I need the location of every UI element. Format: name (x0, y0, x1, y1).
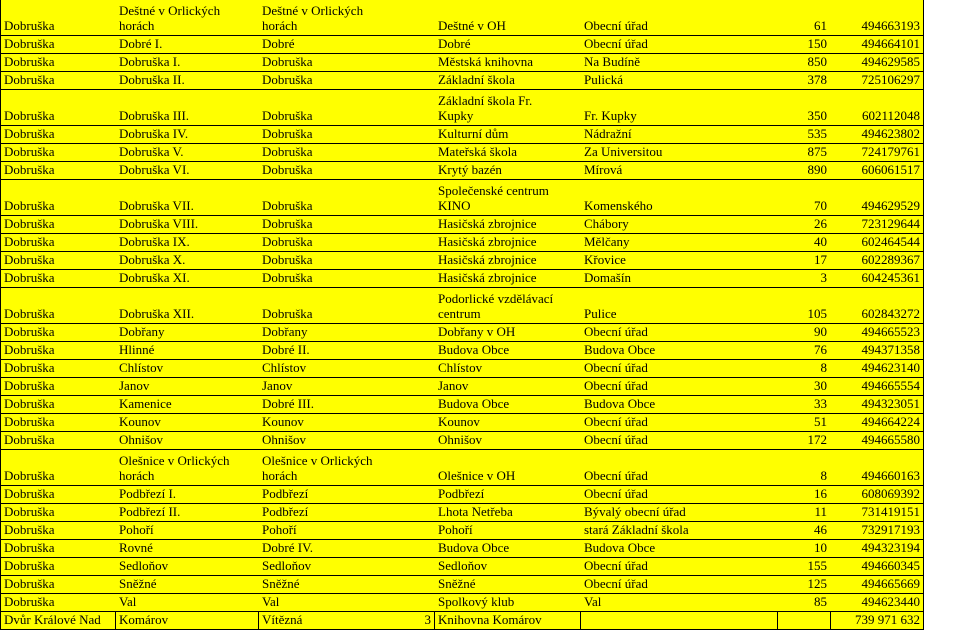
district-cell: Podbřezí I. (119, 486, 177, 501)
capacity-cell: 890 (807, 162, 827, 177)
street-label: Vítězná (262, 612, 303, 627)
address-cell: Za Universitou (584, 144, 663, 159)
phone-cell: 608069392 (831, 486, 924, 503)
capacity-cell: 26 (814, 216, 827, 231)
address-cell: Budova Obce (584, 540, 656, 555)
place-cell (259, 612, 435, 629)
table-row (0, 414, 924, 432)
capacity-cell: 16 (814, 486, 827, 501)
table-row (0, 558, 924, 576)
place-cell: Pohoří (262, 522, 297, 537)
address-cell: Obecní úřad (584, 360, 648, 375)
place-cell: Dobré III. (262, 396, 314, 411)
capacity-cell: 40 (814, 234, 827, 249)
address-cell: Budova Obce (584, 342, 656, 357)
address-cell: Chábory (584, 216, 629, 231)
address-cell: Obecní úřad (584, 414, 648, 429)
capacity-cell: 46 (814, 522, 827, 537)
place-cell: Dobré II. (262, 342, 310, 357)
district-cell: Dobřany (119, 324, 165, 339)
building-cell: Budova Obce (438, 396, 510, 411)
table-row (0, 504, 924, 522)
table-row (0, 396, 924, 414)
building-cell: Dobřany v OH (438, 324, 516, 339)
place-cell: Sedloňov (262, 558, 312, 573)
phone-cell: 725106297 (831, 72, 924, 89)
building-cell: Knihovna Komárov (435, 612, 581, 629)
municipality-cell: Dobruška (0, 576, 116, 593)
place-cell: Janov (262, 378, 293, 393)
place-cell: Dobré IV. (262, 540, 314, 555)
place-cell: Val (262, 594, 280, 609)
table-row (0, 378, 924, 396)
district-cell: Ohnišov (119, 432, 164, 447)
table-row (0, 324, 924, 342)
address-cell: Obecní úřad (584, 468, 648, 483)
table-row (0, 450, 924, 486)
capacity-cell: 172 (807, 432, 827, 447)
district-cell: Dobruška I. (119, 54, 181, 69)
district-cell: Dobruška XII. (119, 306, 195, 321)
phone-cell: 731419151 (831, 504, 924, 521)
address-cell: Mírová (584, 162, 623, 177)
address-cell: Domašín (584, 270, 631, 285)
municipality-cell: Dobruška (0, 522, 116, 539)
phone-cell: 494665523 (831, 324, 924, 341)
district-cell: Dobruška X. (119, 252, 186, 267)
address-cell: Křovice (584, 252, 626, 267)
address-cell: Budova Obce (584, 396, 656, 411)
building-cell: Chlístov (438, 360, 483, 375)
district-cell: Dobruška IX. (119, 234, 190, 249)
capacity-cell: 17 (814, 252, 827, 267)
district-cell: Komárov (116, 612, 259, 629)
table-row-last (0, 612, 924, 630)
address-cell: Obecní úřad (584, 324, 648, 339)
capacity-cell: 350 (807, 108, 827, 123)
place-cell: Dobruška (262, 108, 313, 123)
capacity-cell: 125 (807, 576, 827, 591)
phone-cell: 732917193 (831, 522, 924, 539)
district-cell: Dobruška VIII. (119, 216, 199, 231)
phone-cell: 494323051 (831, 396, 924, 413)
district-cell: Dobré I. (119, 36, 163, 51)
place-cell: Dobruška (262, 234, 313, 249)
building-cell: Hasičská zbrojnice (438, 216, 537, 231)
phone-cell: 606061517 (831, 162, 924, 179)
phone-cell: 602843272 (831, 288, 924, 323)
table-row (0, 342, 924, 360)
building-cell: Podbřezí (438, 486, 485, 501)
phone-cell: 494323194 (831, 540, 924, 557)
municipality-cell: Dobruška (0, 486, 116, 503)
table-row (0, 270, 924, 288)
table-row (0, 234, 924, 252)
table-row (0, 72, 924, 90)
address-cell: Obecní úřad (584, 486, 648, 501)
municipality-cell: Dobruška (0, 270, 116, 287)
district-cell: Kounov (119, 414, 161, 429)
table-row (0, 126, 924, 144)
table-row (0, 216, 924, 234)
sheet-margin (924, 0, 960, 616)
district-cell: Val (119, 594, 137, 609)
building-cell: Hasičská zbrojnice (438, 252, 537, 267)
district-cell: Chlístov (119, 360, 164, 375)
place-cell: Dobruška (262, 162, 313, 177)
table-row (0, 180, 924, 216)
district-cell: Dobruška IV. (119, 126, 189, 141)
municipality-cell: Dobruška (0, 0, 116, 35)
place-cell: Dobřany (262, 324, 308, 339)
building-cell: Ohnišov (438, 432, 483, 447)
municipality-cell: Dobruška (0, 162, 116, 179)
district-cell: Deštné v Orlických horách (119, 3, 221, 33)
address-cell: Obecní úřad (584, 576, 648, 591)
municipality-cell: Dobruška (0, 126, 116, 143)
building-cell: Budova Obce (438, 540, 510, 555)
district-cell: Sedloňov (119, 558, 169, 573)
table-row (0, 540, 924, 558)
municipality-cell: Dobruška (0, 180, 116, 215)
district-cell: Hlinné (119, 342, 155, 357)
table-row (0, 0, 924, 36)
table-row (0, 576, 924, 594)
municipality-cell: Dobruška (0, 540, 116, 557)
building-cell: Spolkový klub (438, 594, 515, 609)
building-cell: Společenské centrum KINO (438, 183, 549, 213)
place-cell: Dobruška (262, 216, 313, 231)
address-cell: stará Základní škola (584, 522, 689, 537)
district-cell: Dobruška XI. (119, 270, 190, 285)
address-cell: Obecní úřad (584, 378, 648, 393)
municipality-cell: Dobruška (0, 90, 116, 125)
capacity-cell: 30 (814, 378, 827, 393)
address-cell: Pulice (584, 306, 617, 321)
building-cell: Kounov (438, 414, 480, 429)
building-cell: Pohoří (438, 522, 473, 537)
address-cell: Na Budíně (584, 54, 640, 69)
address-cell: Obecní úřad (584, 432, 648, 447)
capacity-cell: 150 (807, 36, 827, 51)
address-cell: Bývalý obecní úřad (584, 504, 686, 519)
capacity-cell (778, 612, 831, 629)
place-cell: Dobruška (262, 306, 313, 321)
capacity-cell: 8 (820, 360, 827, 375)
building-cell: Krytý bazén (438, 162, 502, 177)
municipality-cell: Dobruška (0, 324, 116, 341)
phone-cell: 739 971 632 (831, 612, 924, 629)
table-row (0, 594, 924, 612)
place-cell: Dobruška (262, 72, 313, 87)
district-cell: Olešnice v Orlických horách (119, 453, 230, 483)
municipality-cell: Dobruška (0, 450, 116, 485)
building-cell: Olešnice v OH (438, 468, 516, 483)
municipality-cell: Dobruška (0, 144, 116, 161)
capacity-cell: 8 (820, 468, 827, 483)
building-cell: Základní škola Fr. Kupky (438, 93, 533, 123)
phone-cell: 602464544 (831, 234, 924, 251)
district-cell: Sněžné (119, 576, 157, 591)
capacity-cell: 61 (814, 18, 827, 33)
district-cell: Dobruška V. (119, 144, 184, 159)
table-row (0, 522, 924, 540)
address-cell: Komenského (584, 198, 653, 213)
building-cell: Mateřská škola (438, 144, 518, 159)
address-cell (581, 612, 778, 629)
municipality-cell: Dobruška (0, 504, 116, 521)
phone-cell: 494371358 (831, 342, 924, 359)
phone-cell: 494660345 (831, 558, 924, 575)
place-cell: Dobruška (262, 54, 313, 69)
municipality-cell: Dobruška (0, 54, 116, 71)
place-cell: Podbřezí (262, 504, 309, 519)
phone-cell: 494664224 (831, 414, 924, 431)
place-cell: Podbřezí (262, 486, 309, 501)
building-cell: Městská knihovna (438, 54, 533, 69)
address-cell: Obecní úřad (584, 36, 648, 51)
phone-cell: 724179761 (831, 144, 924, 161)
building-cell: Dobré (438, 36, 471, 51)
building-cell: Hasičská zbrojnice (438, 234, 537, 249)
table-row (0, 54, 924, 72)
municipality-cell: Dobruška (0, 558, 116, 575)
district-cell: Podbřezí II. (119, 504, 181, 519)
table-row (0, 252, 924, 270)
table-row (0, 432, 924, 450)
building-cell: Deštné v OH (438, 18, 506, 33)
district-cell: Kamenice (119, 396, 172, 411)
place-cell: Dobruška (262, 270, 313, 285)
table-row (0, 360, 924, 378)
district-cell: Janov (119, 378, 150, 393)
building-cell: Lhota Netřeba (438, 504, 513, 519)
municipality-cell: Dobruška (0, 234, 116, 251)
capacity-cell: 850 (807, 54, 827, 69)
address-cell: Val (584, 594, 602, 609)
table-row (0, 90, 924, 126)
capacity-cell: 3 (820, 270, 827, 285)
municipality-cell: Dvůr Králové Nad (0, 612, 116, 629)
building-cell: Podorlické vzdělávací centrum (438, 291, 554, 321)
capacity-cell: 90 (814, 324, 827, 339)
phone-cell: 494665554 (831, 378, 924, 395)
place-cell: Dobruška (262, 144, 313, 159)
municipality-cell: Dobruška (0, 252, 116, 269)
capacity-cell: 70 (814, 198, 827, 213)
place-cell: Dobruška (262, 252, 313, 267)
capacity-cell: 11 (814, 504, 827, 519)
place-cell: Deštné v Orlických horách (262, 3, 364, 33)
municipality-cell: Dobruška (0, 288, 116, 323)
capacity-cell: 85 (814, 594, 827, 609)
phone-cell: 494660163 (831, 450, 924, 485)
capacity-cell: 10 (814, 540, 827, 555)
capacity-cell: 875 (807, 144, 827, 159)
phone-cell: 494623140 (831, 360, 924, 377)
table-row (0, 162, 924, 180)
municipality-cell: Dobruška (0, 414, 116, 431)
building-cell: Kulturní dům (438, 126, 509, 141)
phone-cell: 494665580 (831, 432, 924, 449)
place-cell: Kounov (262, 414, 304, 429)
phone-cell: 494629585 (831, 54, 924, 71)
building-cell: Sedloňov (438, 558, 488, 573)
municipality-cell: Dobruška (0, 36, 116, 53)
address-cell: Obecní úřad (584, 558, 648, 573)
address-cell: Obecní úřad (584, 18, 648, 33)
district-cell: Dobruška III. (119, 108, 190, 123)
table-row (0, 288, 924, 324)
municipality-cell: Dobruška (0, 216, 116, 233)
phone-cell: 494623802 (831, 126, 924, 143)
phone-cell: 494629529 (831, 180, 924, 215)
place-cell: Dobré (262, 36, 295, 51)
phone-cell: 494664101 (831, 36, 924, 53)
address-cell: Nádražní (584, 126, 632, 141)
municipality-cell: Dobruška (0, 72, 116, 89)
table-row (0, 144, 924, 162)
address-cell: Pulická (584, 72, 623, 87)
municipality-cell: Dobruška (0, 396, 116, 413)
address-cell: Fr. Kupky (584, 108, 637, 123)
place-cell: Dobruška (262, 126, 313, 141)
phone-cell: 602289367 (831, 252, 924, 269)
place-cell: Chlístov (262, 360, 307, 375)
building-cell: Základní škola (438, 72, 515, 87)
capacity-cell: 51 (814, 414, 827, 429)
district-cell: Rovné (119, 540, 153, 555)
capacity-cell: 155 (807, 558, 827, 573)
capacity-cell: 378 (807, 72, 827, 87)
phone-cell: 723129644 (831, 216, 924, 233)
district-cell: Pohoří (119, 522, 154, 537)
house-number: 3 (424, 612, 431, 627)
table-row (0, 486, 924, 504)
place-cell: Olešnice v Orlických horách (262, 453, 373, 483)
phone-cell: 602112048 (831, 90, 924, 125)
building-cell: Hasičská zbrojnice (438, 270, 537, 285)
phone-cell: 494665669 (831, 576, 924, 593)
building-cell: Sněžné (438, 576, 476, 591)
municipality-cell: Dobruška (0, 594, 116, 611)
place-cell: Ohnišov (262, 432, 307, 447)
address-cell: Mělčany (584, 234, 630, 249)
capacity-cell: 76 (814, 342, 827, 357)
capacity-cell: 105 (807, 306, 827, 321)
district-cell: Dobruška VII. (119, 198, 194, 213)
municipality-cell: Dobruška (0, 342, 116, 359)
phone-cell: 604245361 (831, 270, 924, 287)
building-cell: Budova Obce (438, 342, 510, 357)
place-cell: Sněžné (262, 576, 300, 591)
capacity-cell: 33 (814, 396, 827, 411)
building-cell: Janov (438, 378, 469, 393)
municipality-cell: Dobruška (0, 360, 116, 377)
municipality-cell: Dobruška (0, 378, 116, 395)
district-cell: Dobruška II. (119, 72, 185, 87)
district-cell: Dobruška VI. (119, 162, 190, 177)
phone-cell: 494623440 (831, 594, 924, 611)
phone-cell: 494663193 (831, 0, 924, 35)
place-cell: Dobruška (262, 198, 313, 213)
municipality-cell: Dobruška (0, 432, 116, 449)
capacity-cell: 535 (807, 126, 827, 141)
table-row (0, 36, 924, 54)
